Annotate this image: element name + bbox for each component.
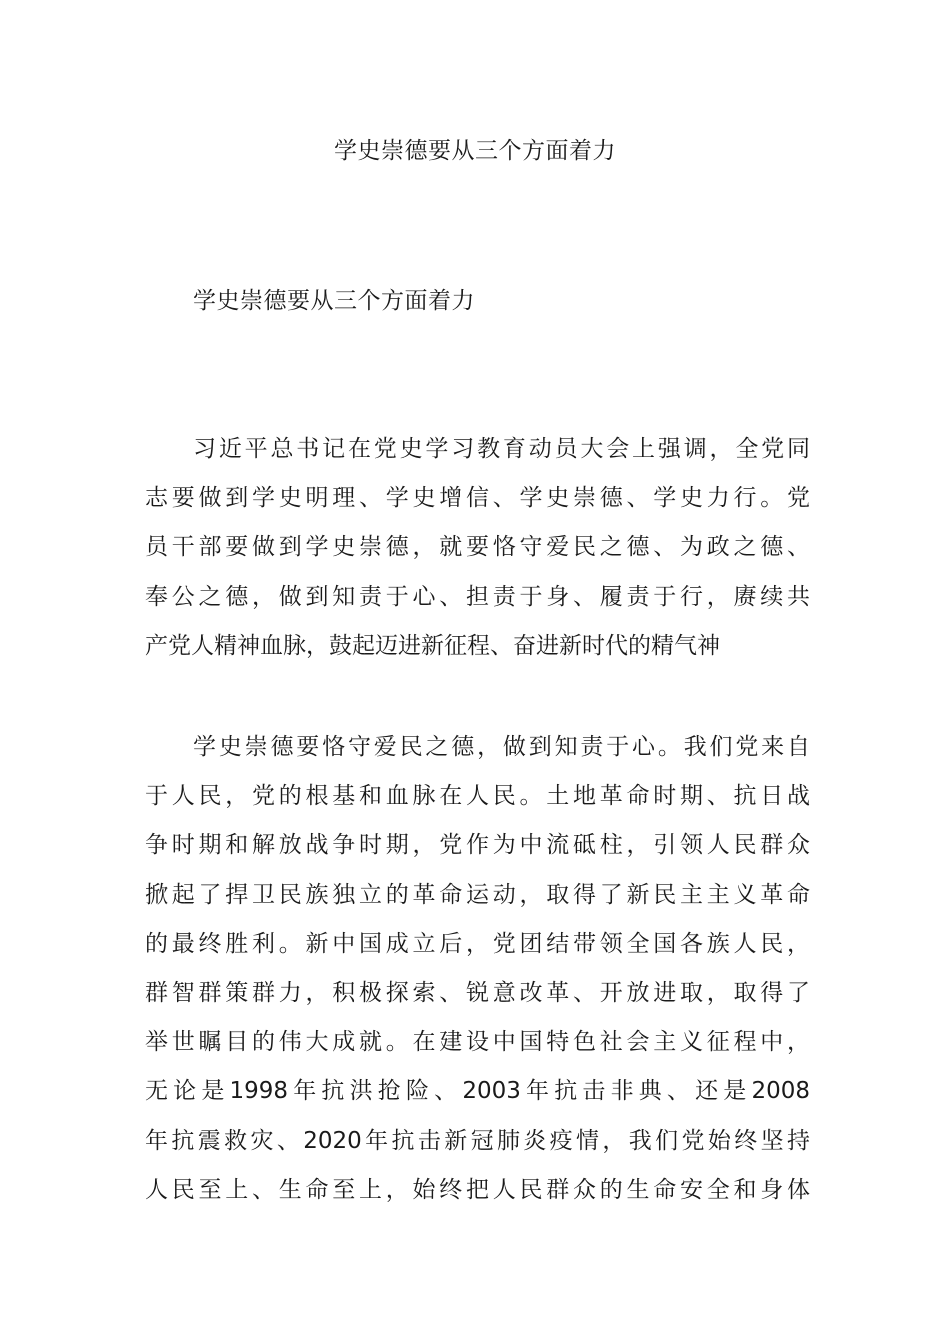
paragraph-line: 掀起了捍卫民族独立的革命运动，取得了新民主主义革命 <box>145 881 810 908</box>
paragraph-line: 志要做到学史明理、学史增信、学史崇德、学史力行。党 <box>145 485 810 512</box>
paragraph-line: 举世瞩目的伟大成就。在建设中国特色社会主义征程中， <box>145 1029 810 1056</box>
paragraph-line: 学史崇德要恪守爱民之德，做到知责于心。我们党来自 <box>193 734 810 760</box>
paragraph-2 <box>145 723 810 1215</box>
paragraph-line: 无论是1998年抗洪抢险、2003年抗击非典、还是2008 <box>145 1078 810 1105</box>
paragraph-line: 争时期和解放战争时期，党作为中流砥柱，引领人民群众 <box>145 832 810 859</box>
paragraph-line: 年抗震救灾、2020年抗击新冠肺炎疫情，我们党始终坚持 <box>145 1127 810 1154</box>
paragraph-1 <box>145 425 810 671</box>
paragraph-line: 的最终胜利。新中国成立后，党团结带领全国各族人民， <box>145 930 810 957</box>
document-subtitle: 学史崇德要从三个方面着力 <box>193 288 475 314</box>
paragraph-line: 人民至上、生命至上，始终把人民群众的生命安全和身体 <box>145 1176 810 1203</box>
paragraph-line: 于人民，党的根基和血脉在人民。土地革命时期、抗日战 <box>145 783 810 810</box>
document-title: 学史崇德要从三个方面着力 <box>334 138 616 164</box>
paragraph-line: 奉公之德，做到知责于心、担责于身、履责于行，赓续共 <box>145 583 810 610</box>
paragraph-line: 员干部要做到学史崇德，就要恪守爱民之德、为政之德、 <box>145 534 810 561</box>
paragraph-line: 产党人精神血脉，鼓起迈进新征程、奋进新时代的精气神 <box>145 632 720 659</box>
paragraph-line: 习近平总书记在党史学习教育动员大会上强调，全党同 <box>193 436 810 462</box>
paragraph-line: 群智群策群力，积极探索、锐意改革、开放进取，取得了 <box>145 979 810 1006</box>
